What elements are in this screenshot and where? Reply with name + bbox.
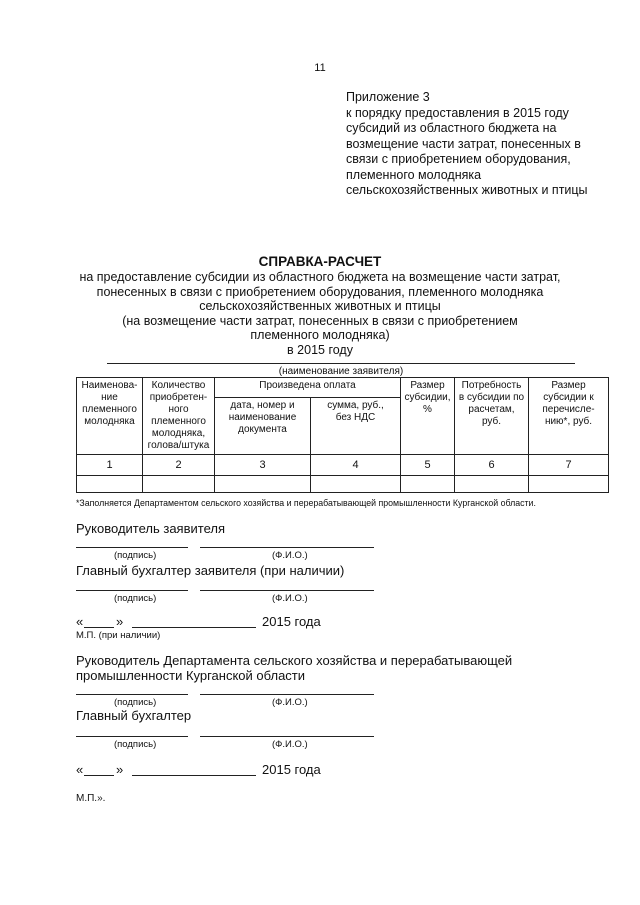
signature-line[interactable] <box>76 590 188 591</box>
date-quote-close: » <box>116 762 124 777</box>
appendix-line: возмещение части затрат, понесенных в <box>346 136 581 151</box>
table-cell-empty[interactable] <box>401 476 455 493</box>
header-subsidy-transfer: Размер субсидии к перечисле- нию*, руб. <box>529 378 609 455</box>
table-cell-empty[interactable] <box>215 476 311 493</box>
appendix-line: сельскохозяйственных животных и птицы <box>346 183 588 197</box>
date-year: 2015 года <box>262 762 321 777</box>
fio-caption: (Ф.И.О.) <box>272 697 308 708</box>
table-footnote: *Заполняется Департаментом сельского хозяйства и перерабатывающей промышленности Курганской области. <box>76 498 536 508</box>
department-head-label: Руководитель Департамента сельского хозяйства и перерабатывающей <box>76 653 513 668</box>
column-number: 2 <box>143 455 215 476</box>
subtitle-line: сельскохозяйственных животных и птицы <box>199 299 441 313</box>
date-quote-close: » <box>116 614 124 629</box>
subtitle-line: в 2015 году <box>287 342 353 357</box>
column-number: 6 <box>455 455 529 476</box>
table-cell-empty[interactable] <box>311 476 401 493</box>
column-number: 1 <box>77 455 143 476</box>
stamp-final: М.П.». <box>76 793 106 804</box>
subtitle-line: (на возмещение части затрат, понесенных в связи с приобретением <box>122 313 518 328</box>
header-payment-document: дата, номер и наименование документа <box>215 398 311 455</box>
calculation-table <box>76 377 609 493</box>
signature-line[interactable] <box>76 736 188 737</box>
document-title: СПРАВКА-РАСЧЕТ <box>258 254 382 269</box>
stamp-note: М.П. (при наличии) <box>76 630 161 641</box>
column-number: 5 <box>401 455 455 476</box>
applicant-name-caption: (наименование заявителя) <box>278 366 404 377</box>
date-month-line[interactable] <box>132 775 256 776</box>
appendix-line: субсидий из областного бюджета на <box>346 121 557 135</box>
document-subtitle <box>60 270 580 357</box>
page-number: 11 <box>314 62 326 74</box>
header-name: Наименова- ние племенного молодняка <box>77 378 143 455</box>
header-payment: Произведена оплата <box>215 378 401 398</box>
table-cell-empty[interactable] <box>529 476 609 493</box>
fio-line[interactable] <box>200 547 374 548</box>
department-accountant-label: Главный бухгалтер <box>76 708 192 723</box>
date-quote-open: « <box>76 614 84 629</box>
column-number: 7 <box>529 455 609 476</box>
table-row <box>77 476 609 493</box>
table-cell-empty[interactable] <box>77 476 143 493</box>
table-cell-empty[interactable] <box>455 476 529 493</box>
applicant-accountant-label: Главный бухгалтер заявителя (при наличии) <box>76 563 345 578</box>
signature-caption: (подпись) <box>114 739 157 750</box>
subtitle-line: на предоставление субсидии из областного бюджета на возмещение части затрат, <box>79 270 561 284</box>
header-subsidy-percent: Размер субсидии, % <box>401 378 455 455</box>
appendix-line: связи с приобретением оборудования, <box>346 152 571 166</box>
date-day-line[interactable] <box>84 775 114 776</box>
fio-caption: (Ф.И.О.) <box>272 550 308 561</box>
date-month-line[interactable] <box>132 627 256 628</box>
table-cell-empty[interactable] <box>143 476 215 493</box>
header-quantity: Количество приобретен- ного племенного молодняка, голова/штука <box>143 378 215 455</box>
signature-line[interactable] <box>76 694 188 695</box>
date-day-line[interactable] <box>84 627 114 628</box>
header-subsidy-need: Потребность в субсидии по расчетам, руб. <box>455 378 529 455</box>
date-quote-open: « <box>76 762 84 777</box>
appendix-line: племенного молодняка <box>346 167 482 182</box>
fio-caption: (Ф.И.О.) <box>272 739 308 750</box>
column-number: 4 <box>311 455 401 476</box>
appendix-line: к порядку предоставления в 2015 году <box>346 105 569 120</box>
table-row <box>77 455 609 476</box>
signature-caption: (подпись) <box>114 593 157 604</box>
appendix-title: Приложение 3 <box>346 90 430 104</box>
signature-caption: (подпись) <box>114 550 157 561</box>
fio-line[interactable] <box>200 694 374 695</box>
signature-caption: (подпись) <box>114 697 157 708</box>
subtitle-line: понесенных в связи с приобретением оборудования, племенного молодняка <box>96 284 544 299</box>
applicant-name-line[interactable] <box>107 363 575 364</box>
applicant-head-label: Руководитель заявителя <box>76 521 225 536</box>
date-year: 2015 года <box>262 614 321 629</box>
fio-caption: (Ф.И.О.) <box>272 593 308 604</box>
department-head-label-2: промышленности Курганской области <box>76 668 306 683</box>
appendix-header <box>346 90 616 199</box>
fio-line[interactable] <box>200 590 374 591</box>
header-payment-sum: сумма, руб., без НДС <box>311 398 401 455</box>
column-number: 3 <box>215 455 311 476</box>
fio-line[interactable] <box>200 736 374 737</box>
subtitle-line: племенного молодняка) <box>250 328 390 342</box>
signature-line[interactable] <box>76 547 188 548</box>
